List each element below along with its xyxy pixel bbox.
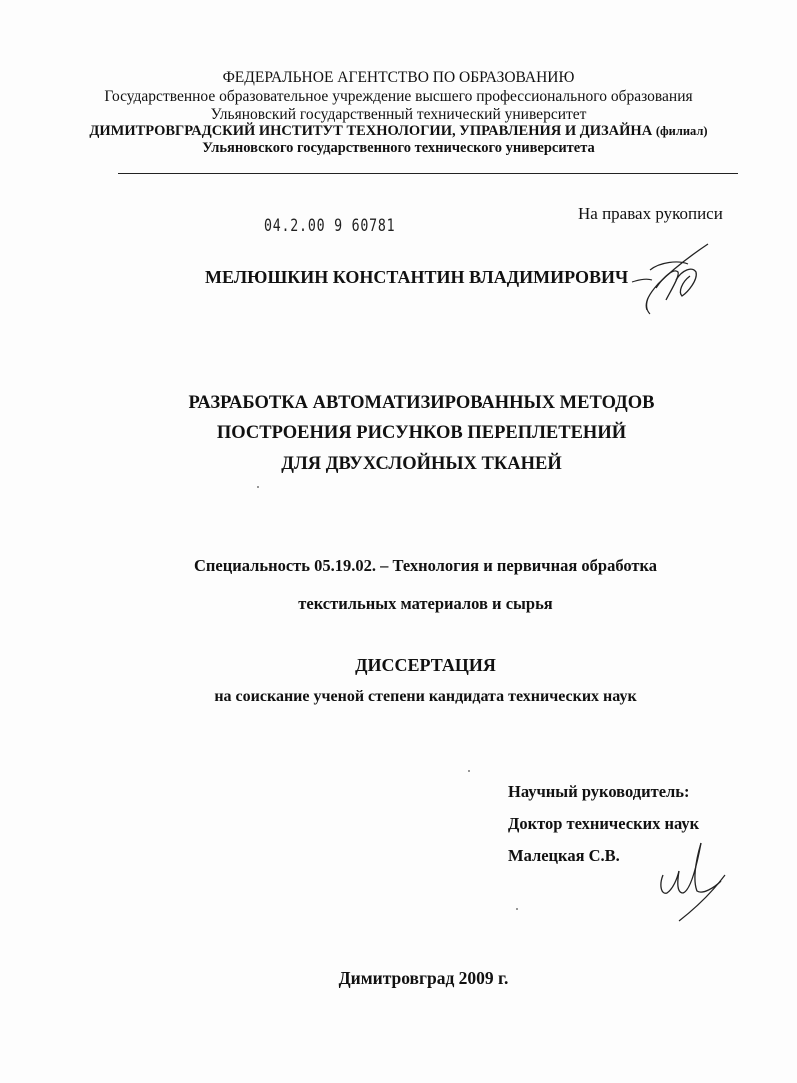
scan-speck [468, 770, 470, 772]
supervisor-rank: Доктор технических наук [508, 814, 700, 833]
institute-line [0, 123, 797, 140]
institution-type: Государственное образовательное учреждение высшего профессионального образования [104, 88, 693, 105]
degree-line: на соискание ученой степени кандидата технических наук [214, 688, 637, 705]
city-year: Димитровград 2009 г. [338, 968, 509, 988]
author-signature-icon [630, 240, 720, 320]
title-line-1: РАЗРАБОТКА АВТОМАТИЗИРОВАННЫХ МЕТОДОВ [188, 393, 655, 413]
header-divider [118, 173, 738, 174]
author-name: МЕЛЮШКИН КОНСТАНТИН ВЛАДИМИРОВИЧ [205, 267, 629, 287]
work-type: ДИССЕРТАЦИЯ [355, 655, 496, 675]
supervisor-name: Малецкая С.В. [508, 846, 620, 865]
registry-stamp: 04.2.00 9 60781 [264, 216, 396, 236]
scan-speck [516, 908, 518, 910]
specialty-line-1: Специальность 05.19.02. – Технология и первичная обработка [193, 556, 658, 575]
parent-university: Ульяновского государственного технического университета [202, 140, 595, 156]
institute-name: ДИМИТРОВГРАДСКИЙ ИНСТИТУТ ТЕХНОЛОГИИ, УПРАВЛЕНИЯ И ДИЗАЙНА [89, 123, 653, 139]
title-line-3: ДЛЯ ДВУХСЛОЙНЫХ ТКАНЕЙ [281, 454, 562, 474]
agency-name: ФЕДЕРАЛЬНОЕ АГЕНТСТВО ПО ОБРАЗОВАНИЮ [222, 69, 575, 86]
university-name: Ульяновский государственный технический университет [210, 106, 587, 123]
supervisor-signature-icon [655, 835, 735, 925]
institute-note: (филиал) [655, 124, 708, 138]
supervisor-label: Научный руководитель: [508, 782, 690, 801]
specialty-line-2: текстильных материалов и сырья [298, 594, 553, 613]
scan-speck [257, 486, 259, 488]
title-line-2: ПОСТРОЕНИЯ РИСУНКОВ ПЕРЕПЛЕТЕНИЙ [216, 423, 627, 443]
rights-note: На правах рукописи [578, 204, 723, 223]
